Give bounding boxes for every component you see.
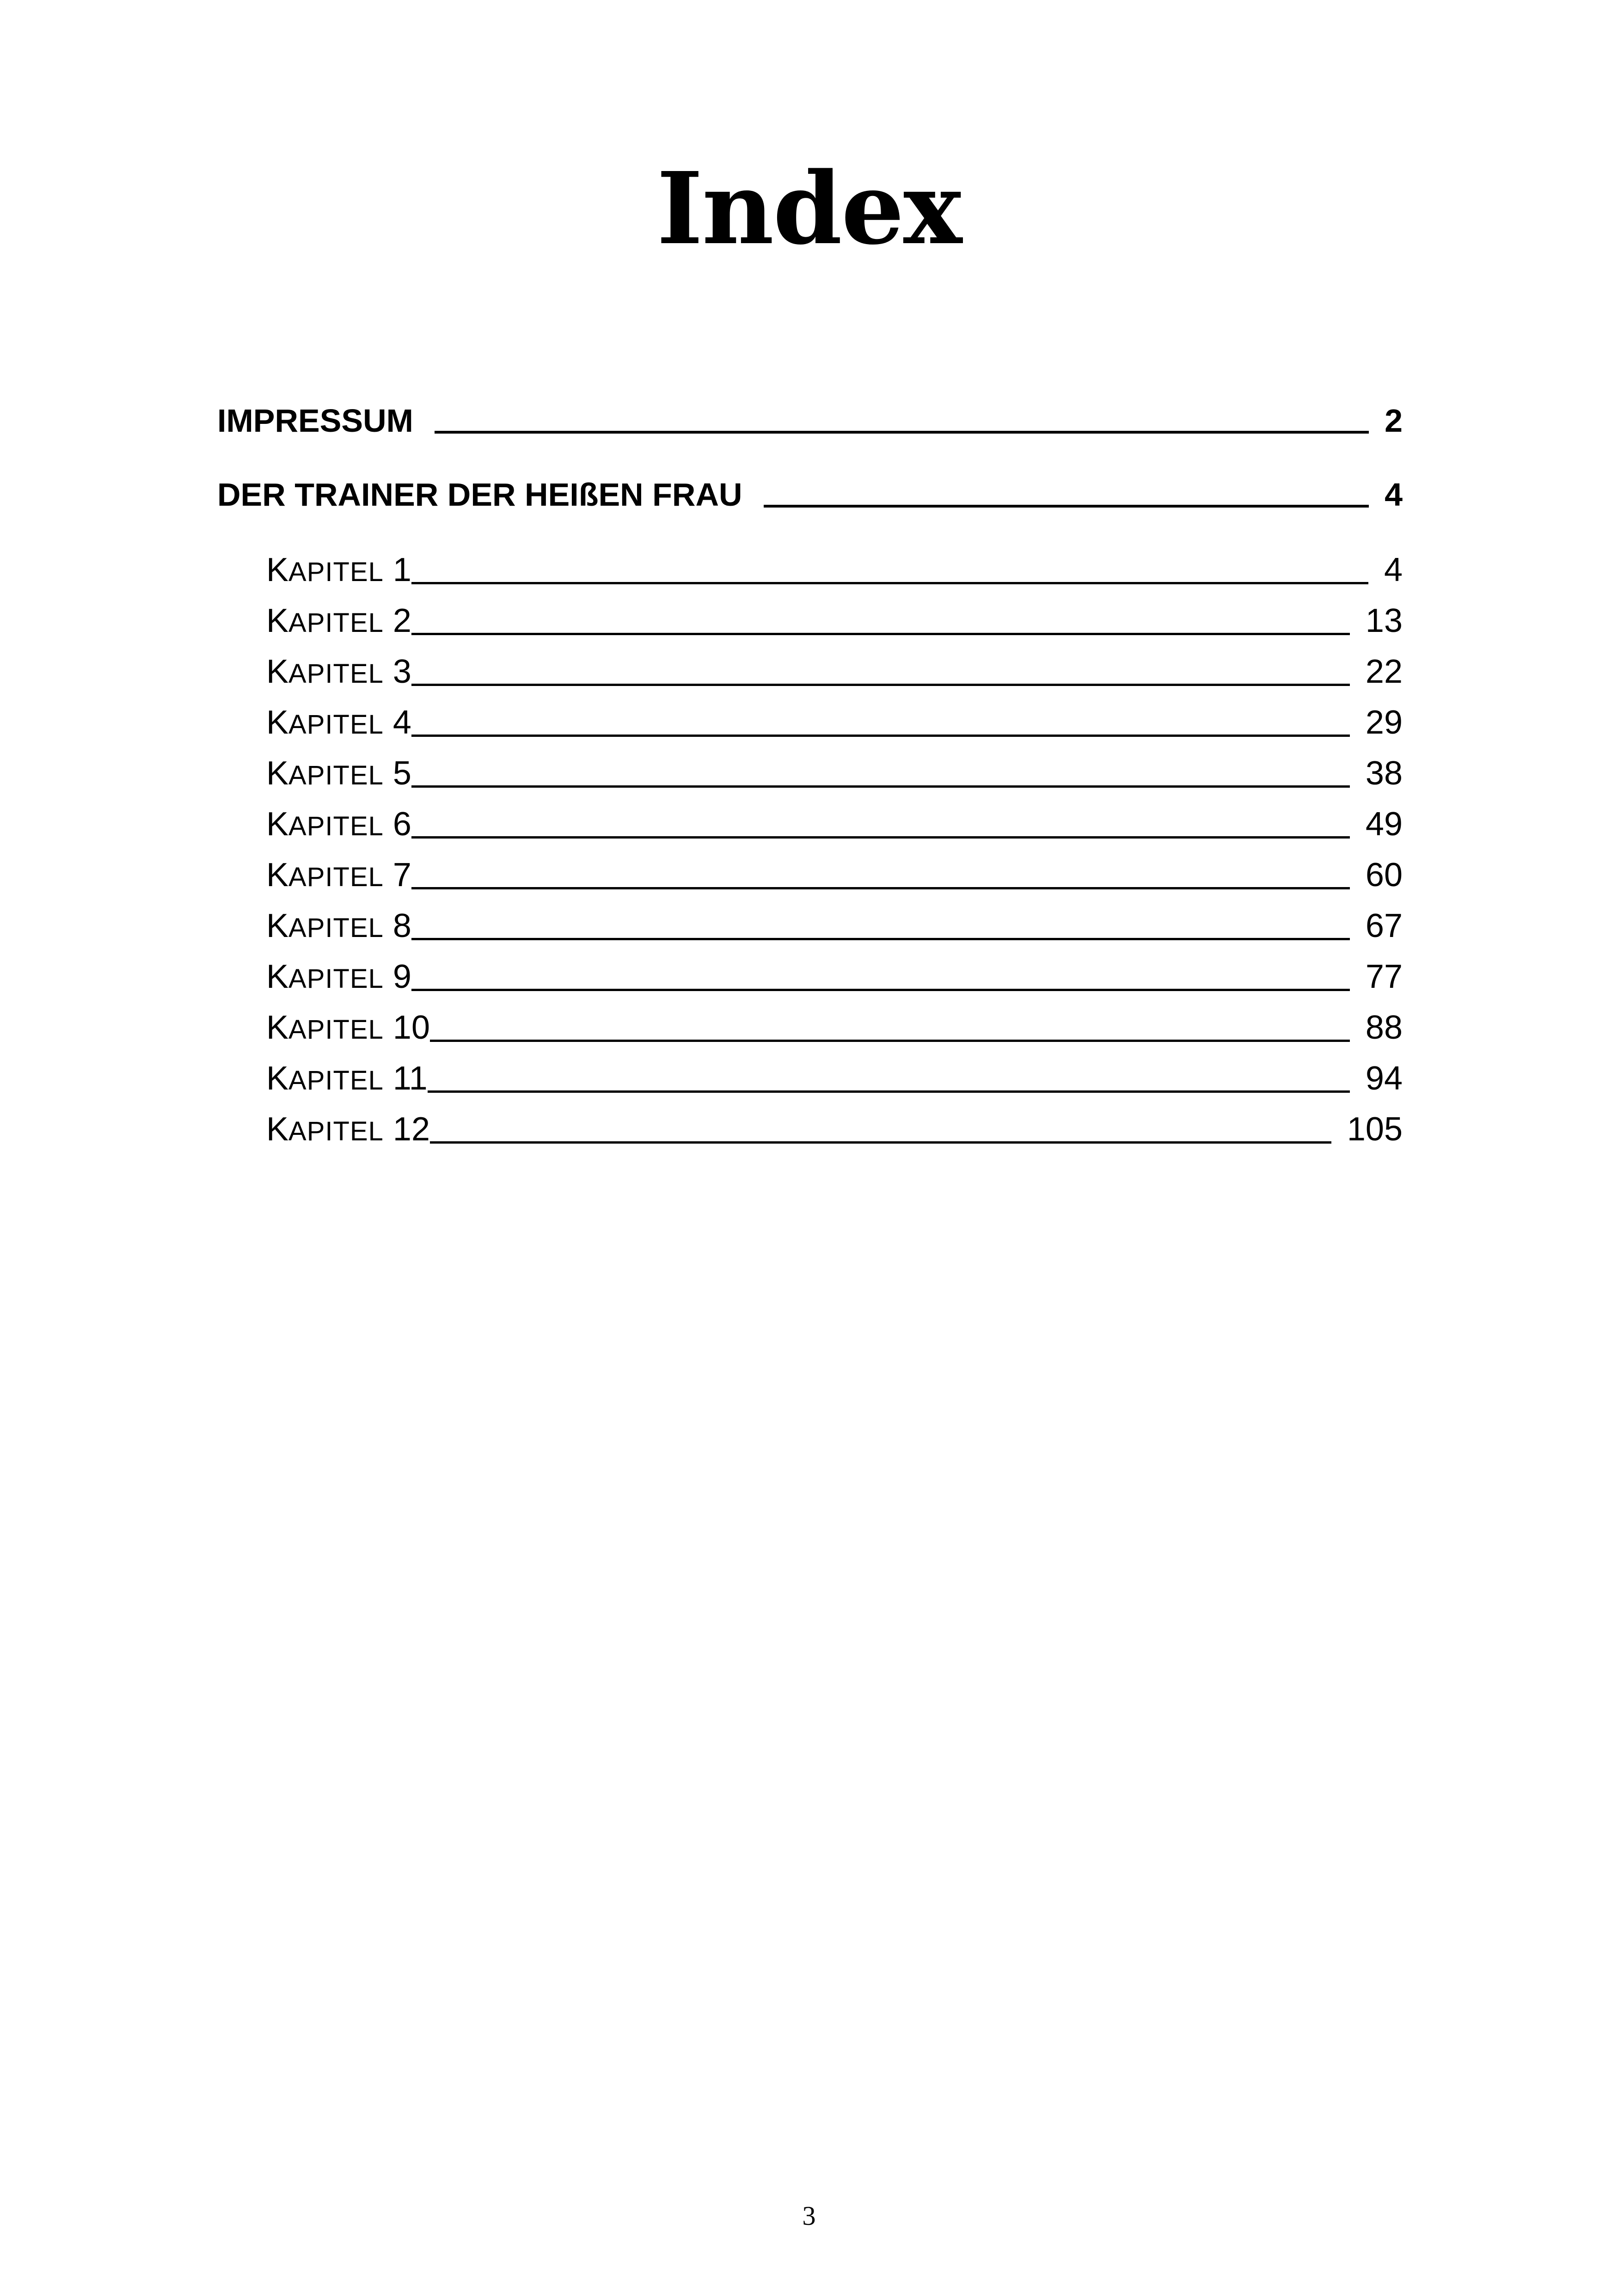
label-number: 6 [392, 806, 411, 843]
label-initial: K [266, 653, 289, 690]
toc-entry-chapter[interactable] [266, 754, 1403, 792]
label-smallcaps: APITEL [288, 608, 384, 638]
toc-entry-label [266, 1009, 430, 1047]
label-number: 7 [392, 857, 411, 894]
toc-leader-line [411, 887, 1350, 889]
toc-leader-line [764, 505, 1369, 508]
toc-leader-line [411, 989, 1350, 991]
toc-leader-line [435, 431, 1369, 434]
label-smallcaps: APITEL [288, 913, 384, 943]
label-number: 1 [392, 551, 411, 588]
toc-page-number: 22 [1365, 653, 1403, 690]
toc-entry-label [266, 1059, 428, 1097]
toc-leader-line [411, 785, 1350, 788]
label-initial: K [266, 1111, 289, 1148]
label-smallcaps: APITEL [288, 811, 384, 841]
label-smallcaps: APITEL [288, 659, 384, 689]
toc-leader-line [430, 1141, 1331, 1144]
toc-page-number: 13 [1365, 602, 1403, 639]
label-smallcaps: APITEL [288, 710, 384, 740]
label-initial: K [266, 602, 289, 639]
label-initial: K [266, 857, 289, 894]
toc-entry-chapter[interactable] [266, 805, 1403, 843]
toc-page-number: 4 [1385, 477, 1403, 513]
label-initial: K [266, 704, 289, 741]
label-number: 11 [392, 1060, 428, 1097]
toc-entry-chapter[interactable] [266, 602, 1403, 640]
toc-entry-chapter[interactable] [266, 856, 1403, 894]
toc-entry-impressum[interactable] [217, 402, 1403, 439]
label-initial: K [266, 755, 289, 792]
toc-entry-label: IMPRESSUM [217, 403, 413, 439]
toc-page-number: 2 [1385, 403, 1403, 439]
toc-entry-label [266, 602, 411, 640]
label-smallcaps: APITEL [288, 964, 384, 994]
toc-entry-chapter[interactable] [266, 551, 1403, 589]
toc-page-number: 94 [1365, 1060, 1403, 1097]
toc-entry-label [266, 907, 411, 945]
label-number: 3 [392, 653, 411, 690]
toc-leader-line [411, 836, 1350, 839]
toc-page-number: 105 [1347, 1111, 1403, 1148]
label-number: 4 [392, 704, 411, 741]
toc-entry-label [266, 704, 411, 741]
toc-entry-chapter[interactable] [266, 958, 1403, 996]
toc-page-number: 4 [1384, 551, 1403, 588]
toc-leader-line [411, 582, 1368, 584]
toc-entry-label [266, 856, 411, 894]
toc-leader-line [428, 1090, 1350, 1093]
page-number-footer: 3 [802, 2201, 816, 2231]
label-smallcaps: APITEL [288, 760, 384, 790]
toc-entry-chapter[interactable] [266, 653, 1403, 691]
toc-leader-line [411, 735, 1350, 737]
toc-entry-chapter[interactable] [266, 907, 1403, 945]
page-title: Index [656, 151, 962, 267]
toc-page-number: 88 [1365, 1009, 1403, 1046]
label-smallcaps: APITEL [288, 1015, 384, 1045]
toc-page-number: 67 [1365, 907, 1403, 944]
toc-entry-chapter[interactable] [266, 1059, 1403, 1097]
label-initial: K [266, 907, 289, 944]
toc-entry-label [266, 754, 411, 792]
toc-leader-line [411, 633, 1350, 635]
label-initial: K [266, 958, 289, 995]
toc-entry-label [266, 653, 411, 691]
label-initial: K [266, 551, 289, 588]
toc-entry-story[interactable] [217, 476, 1403, 513]
toc-entry-label: DER TRAINER DER HEIßEN FRAU [217, 477, 742, 513]
toc-leader-line [411, 684, 1350, 686]
toc-page-number: 49 [1365, 806, 1403, 843]
label-smallcaps: APITEL [288, 1065, 384, 1096]
label-initial: K [266, 1060, 289, 1097]
toc-entry-label [266, 1110, 430, 1148]
toc-entry-label [266, 551, 411, 589]
label-number: 2 [392, 602, 411, 639]
toc-leader-line [430, 1040, 1350, 1042]
toc-entry-chapter[interactable] [266, 1110, 1403, 1148]
toc-entry-chapter[interactable] [266, 704, 1403, 741]
toc-page-number: 29 [1365, 704, 1403, 741]
label-smallcaps: APITEL [288, 1116, 384, 1146]
toc-page-number: 60 [1365, 857, 1403, 894]
label-initial: K [266, 806, 289, 843]
toc-entry-label [266, 958, 411, 996]
label-number: 5 [392, 755, 411, 792]
label-smallcaps: APITEL [288, 862, 384, 892]
toc-page-number: 77 [1365, 958, 1403, 995]
label-smallcaps: APITEL [288, 557, 384, 587]
label-number: 12 [392, 1111, 430, 1148]
label-number: 8 [392, 907, 411, 944]
toc-entry-label [266, 805, 411, 843]
toc-leader-line [411, 938, 1350, 940]
label-number: 10 [392, 1009, 430, 1046]
toc-entry-chapter[interactable] [266, 1009, 1403, 1047]
toc-page-number: 38 [1365, 755, 1403, 792]
label-initial: K [266, 1009, 289, 1046]
label-number: 9 [392, 958, 411, 995]
